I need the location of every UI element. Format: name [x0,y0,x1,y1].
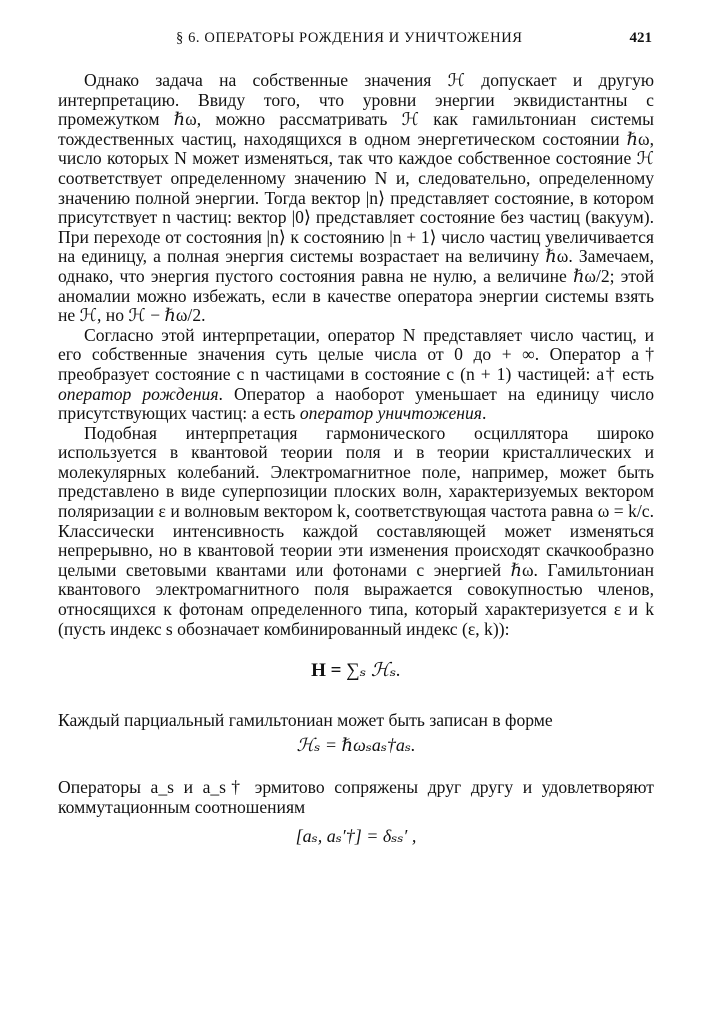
formula-commutator: [aₛ, aₛ′†] = δₛₛ′ , [295,826,417,847]
section-title: § 6. ОПЕРАТОРЫ РОЖДЕНИЯ И УНИЧТОЖЕНИЯ [176,30,523,46]
running-head [58,30,652,52]
paragraph-commutation: Операторы a_s и a_s† эрмитово сопряжены друг другу и удовлетворяют коммутационным соотношениям [58,777,654,817]
formula-equals: = [325,660,347,682]
term-creation-operator: оператор рождения [58,383,219,404]
paragraph-text: . [482,403,487,424]
paragraph-partial-hamiltonian: Каждый парциальный гамильтониан может быть записан в форме [58,709,553,730]
body-text [58,71,654,847]
term-annihilation-operator: оператор уничтожения [299,403,482,424]
formula-rhs: ∑ₛ ℋₛ. [346,660,401,682]
formula-partial-hamiltonian: ℋₛ = ℏωₛaₛ†aₛ. [296,735,416,756]
paragraph-text: . Оператор a наоборот уменьшает на единицу число присутствующих частиц: a есть [58,383,655,424]
paragraph-quantum-field: Подобная интерпретация гармонического осциллятора широко используется в квантовой теории поля и в теории кристаллических и молекулярных колебаний. Электромагнитное поле, например, может быть представлено в виде суперпозиции плоских волн, характеризуемых вектором поляризации ε и волновым вектором k, соответствующая частота равна ω = k/c. Классически интенсивность каждой составляющей может изменяться непрерывно, но в квантовой теории эти изменения происходят скачкообразно целыми световыми квантами или фотонами с энергией ℏω. Гамильтониан квантового электромагнитного поля выражается совокупностью членов, относящихся к фотонам определенного типа, который характеризуется ε и k (пусть индекс s обозначает комбинированный индекс (ε, k)): [58,422,654,639]
paragraph-text: Согласно этой интерпретации, оператор N представляет число частиц, и его собственные значения суть целые числа от 0 до + ∞. Оператор a† преобразует состояние с n частицами в состояние с (n + 1) частицей: a† есть [58,324,654,384]
formula-lhs: H [311,660,326,682]
page-number: 421 [629,30,652,46]
paragraph-creation-annihilation [58,326,654,424]
formula-total-hamiltonian [58,661,654,681]
paragraph-interpretation: Однако задача на собственные значения ℋ допускает и другую интерпретацию. Ввиду того, что уровни энергии эквидистантны с промежутком ℏω, можно рассматривать ℋ как гамильтониан системы тождественных частиц, находящихся в одном энергетическом состоянии ℏω, число которых N может изменяться, так что каждое собственное состояние ℋ соответствует определенному значению N и, следовательно, определенному значению полной энергии. Тогда вектор |n⟩ представляет состояние, в котором присутствует n частиц: вектор |0⟩ представляет состояние без частиц (вакуум). При переходе от состояния |n⟩ к состоянию |n + 1⟩ число частиц увеличивается на единицу, а полная энергия системы возрастает на величину ℏω. Замечаем, однако, что энергия пустого состояния равна не нулю, а величине ℏω/2; этой аномалии можно избежать, если в качестве оператора энергии системы взять не ℋ, но ℋ − ℏω/2. [58,70,654,326]
